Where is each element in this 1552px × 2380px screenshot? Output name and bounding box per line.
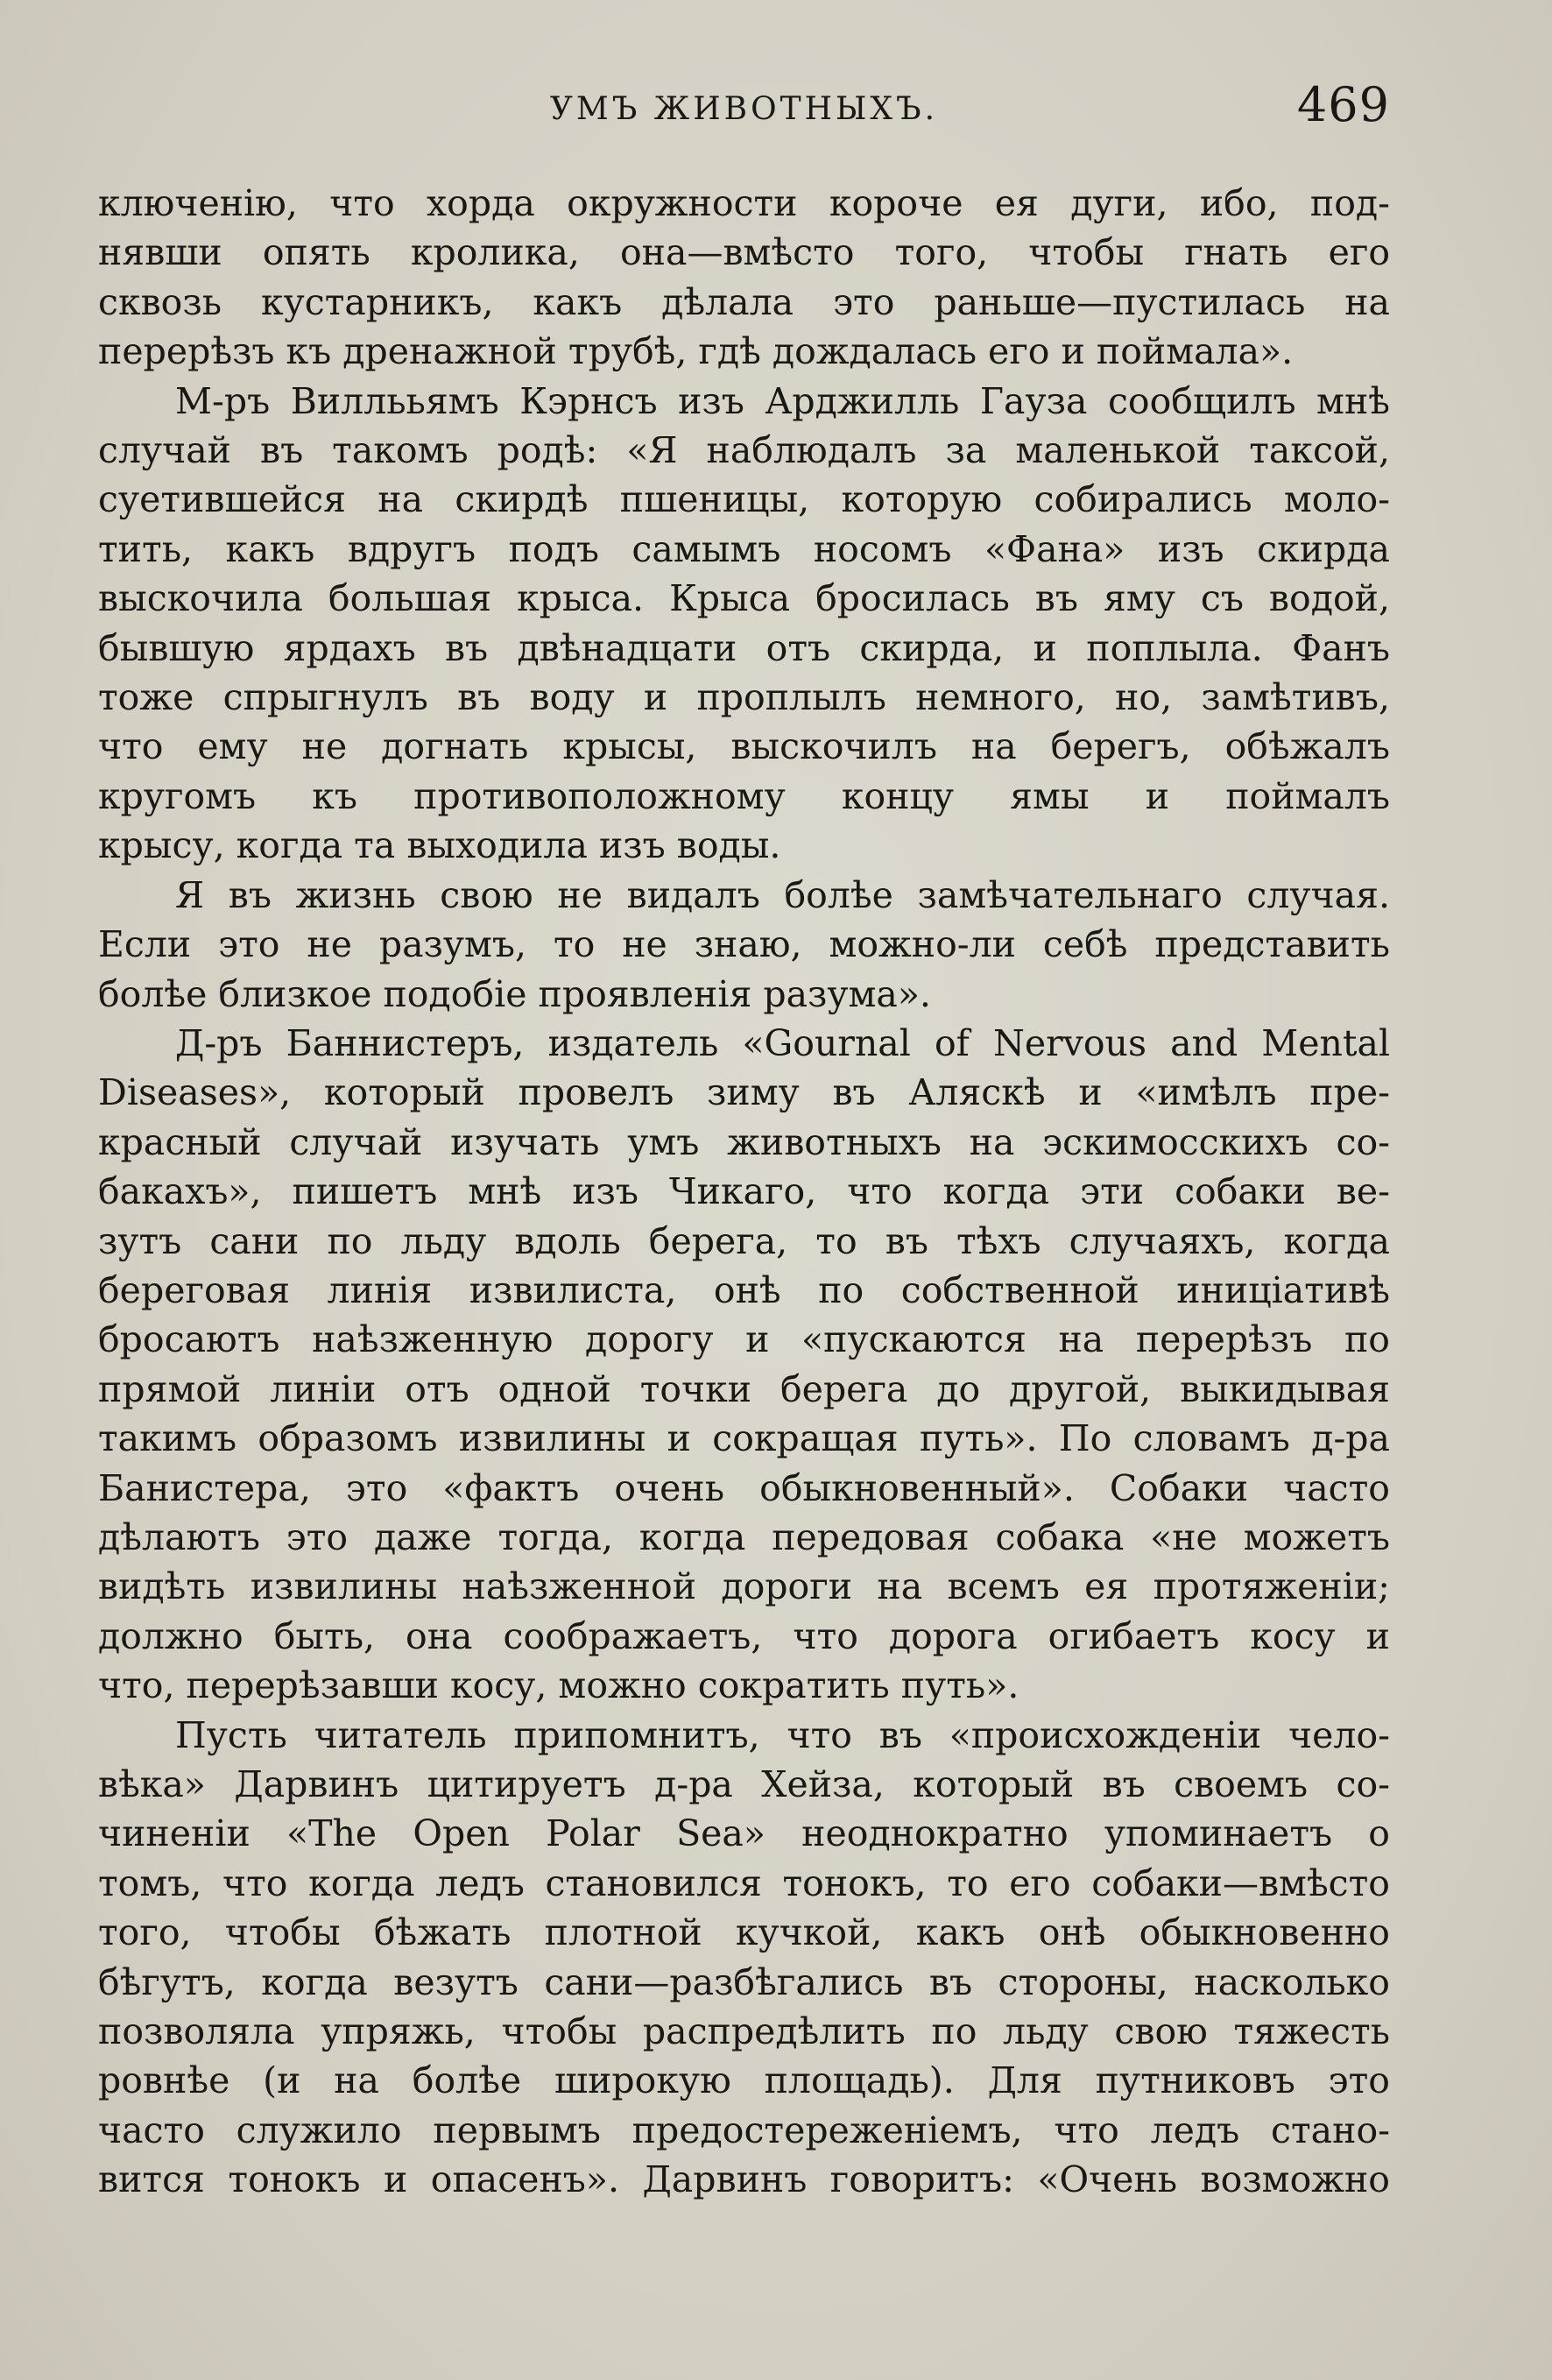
text-line: бывшую ярдахъ въ двѣнадцати отъ скирда, и поплыла. Фанъ: [98, 626, 1390, 669]
text-line: того, чтобы бѣжать плотной кучкой, какъ онѣ обыкновенно: [98, 1911, 1390, 1954]
text-line: сквозь кустарникъ, какъ дѣлала это раньше—пустилась на: [98, 280, 1390, 323]
text-line: суетившейся на скирдѣ пшеницы, которую собирались моло-: [98, 478, 1390, 521]
text-line: М-ръ Виллььямъ Кэрнсъ изъ Арджилль Гауза сообщилъ мнѣ: [175, 379, 1390, 422]
text-line: красный случай изучать умъ животныхъ на эскимосскихъ со-: [98, 1120, 1390, 1163]
text-line: болѣе близкое подобіе проявленія разума».: [98, 972, 931, 1015]
text-line: бѣгутъ, когда везутъ сани—разбѣгались въ стороны, насколько: [98, 1960, 1390, 2003]
text-line: ключенію, что хорда окружности короче ея дуги, ибо, под-: [98, 182, 1390, 224]
paragraph: [98, 1019, 1390, 1711]
body-text: [98, 179, 1390, 2205]
book-page: [98, 77, 1390, 2320]
text-line: кругомъ къ противоположному концу ямы и поймалъ: [98, 774, 1390, 817]
text-line: томъ, что когда ледъ становился тонокъ, то его собаки—вмѣсто: [98, 1861, 1390, 1904]
paragraph: [98, 377, 1390, 871]
text-line: береговая линія извилиста, онѣ по собственной иниціативѣ: [98, 1268, 1390, 1311]
paragraph: [98, 179, 1390, 377]
running-header: [98, 77, 1390, 147]
text-line: ровнѣе (и на болѣе широкую площадь). Для путниковъ это: [98, 2059, 1390, 2102]
text-line: дѣлаютъ это даже тогда, когда передовая собака «не можетъ: [98, 1515, 1390, 1558]
text-line: прямой линіи отъ одной точки берега до другой, выкидывая: [98, 1367, 1390, 1410]
text-line: случай въ такомъ родѣ: «Я наблюдалъ за маленькой таксой,: [98, 429, 1390, 472]
text-line: перерѣзъ къ дренажной трубѣ, гдѣ дождалась его и поймала».: [98, 330, 1294, 373]
text-line: видѣть извилины наѣзженной дороги на всемъ ея протяженіи;: [98, 1565, 1390, 1608]
text-line: нявши опять кролика, она—вмѣсто того, чтобы гнать его: [98, 231, 1390, 274]
text-line: такимъ образомъ извилины и сокращая путь». По словамъ д-ра: [98, 1417, 1390, 1460]
text-line: должно быть, она соображаетъ, что дорога огибаетъ косу и: [98, 1614, 1390, 1657]
text-line: вѣка» Дарвинъ цитируетъ д-ра Хейза, который въ своемъ со-: [98, 1763, 1390, 1805]
paragraph: [98, 871, 1390, 1019]
text-line: Если это не разумъ, то не знаю, можно-ли себѣ представить: [98, 923, 1390, 966]
text-line: Diseases», который провелъ зиму въ Аляскѣ и «имѣлъ пре-: [98, 1071, 1390, 1114]
text-line: Я въ жизнь свою не видалъ болѣе замѣчательнаго случая.: [175, 873, 1390, 916]
page-number: 469: [1296, 77, 1390, 132]
text-line: зутъ сани по льду вдоль берега, то въ тѣхъ случаяхъ, когда: [98, 1219, 1390, 1262]
text-line: что, перерѣзавши косу, можно сократить путь».: [98, 1664, 1019, 1707]
text-line: Пусть читатель припомнитъ, что въ «происхожденіи чело-: [175, 1713, 1390, 1756]
text-line: часто служило первымъ предостереженіемъ, что ледъ стано-: [98, 2108, 1390, 2151]
text-line: выскочила большая крыса. Крыса бросилась въ яму съ водой,: [98, 577, 1390, 620]
text-line: Д-ръ Баннистеръ, издатель «Gournal of Nervous and Mental: [175, 1021, 1390, 1064]
text-line: Банистера, это «фактъ очень обыкновенный». Собаки часто: [98, 1466, 1390, 1509]
text-line: вится тонокъ и опасенъ». Дарвинъ говоритъ: «Очень возможно: [98, 2158, 1390, 2201]
text-line: тоже спрыгнулъ въ воду и проплылъ немного, но, замѣтивъ,: [98, 676, 1390, 719]
text-line: бросаютъ наѣзженную дорогу и «пускаются на перерѣзъ по: [98, 1318, 1390, 1361]
text-line: чиненіи «The Open Polar Sea» неоднократно упоминаетъ о: [98, 1812, 1390, 1855]
text-line: крысу, когда та выходила изъ воды.: [98, 824, 781, 867]
text-line: тить, какъ вдругъ подъ самымъ носомъ «Фана» изъ скирда: [98, 527, 1390, 570]
text-line: что ему не догнать крысы, выскочилъ на берегъ, обѣжалъ: [98, 725, 1390, 768]
running-title: УМЪ ЖИВОТНЫХЪ.: [549, 91, 939, 127]
text-line: бакахъ», пишетъ мнѣ изъ Чикаго, что когда эти собаки ве-: [98, 1170, 1390, 1213]
text-line: позволяла упряжь, чтобы распредѣлить по льду свою тяжесть: [98, 2010, 1390, 2053]
paragraph: [98, 1711, 1390, 2205]
